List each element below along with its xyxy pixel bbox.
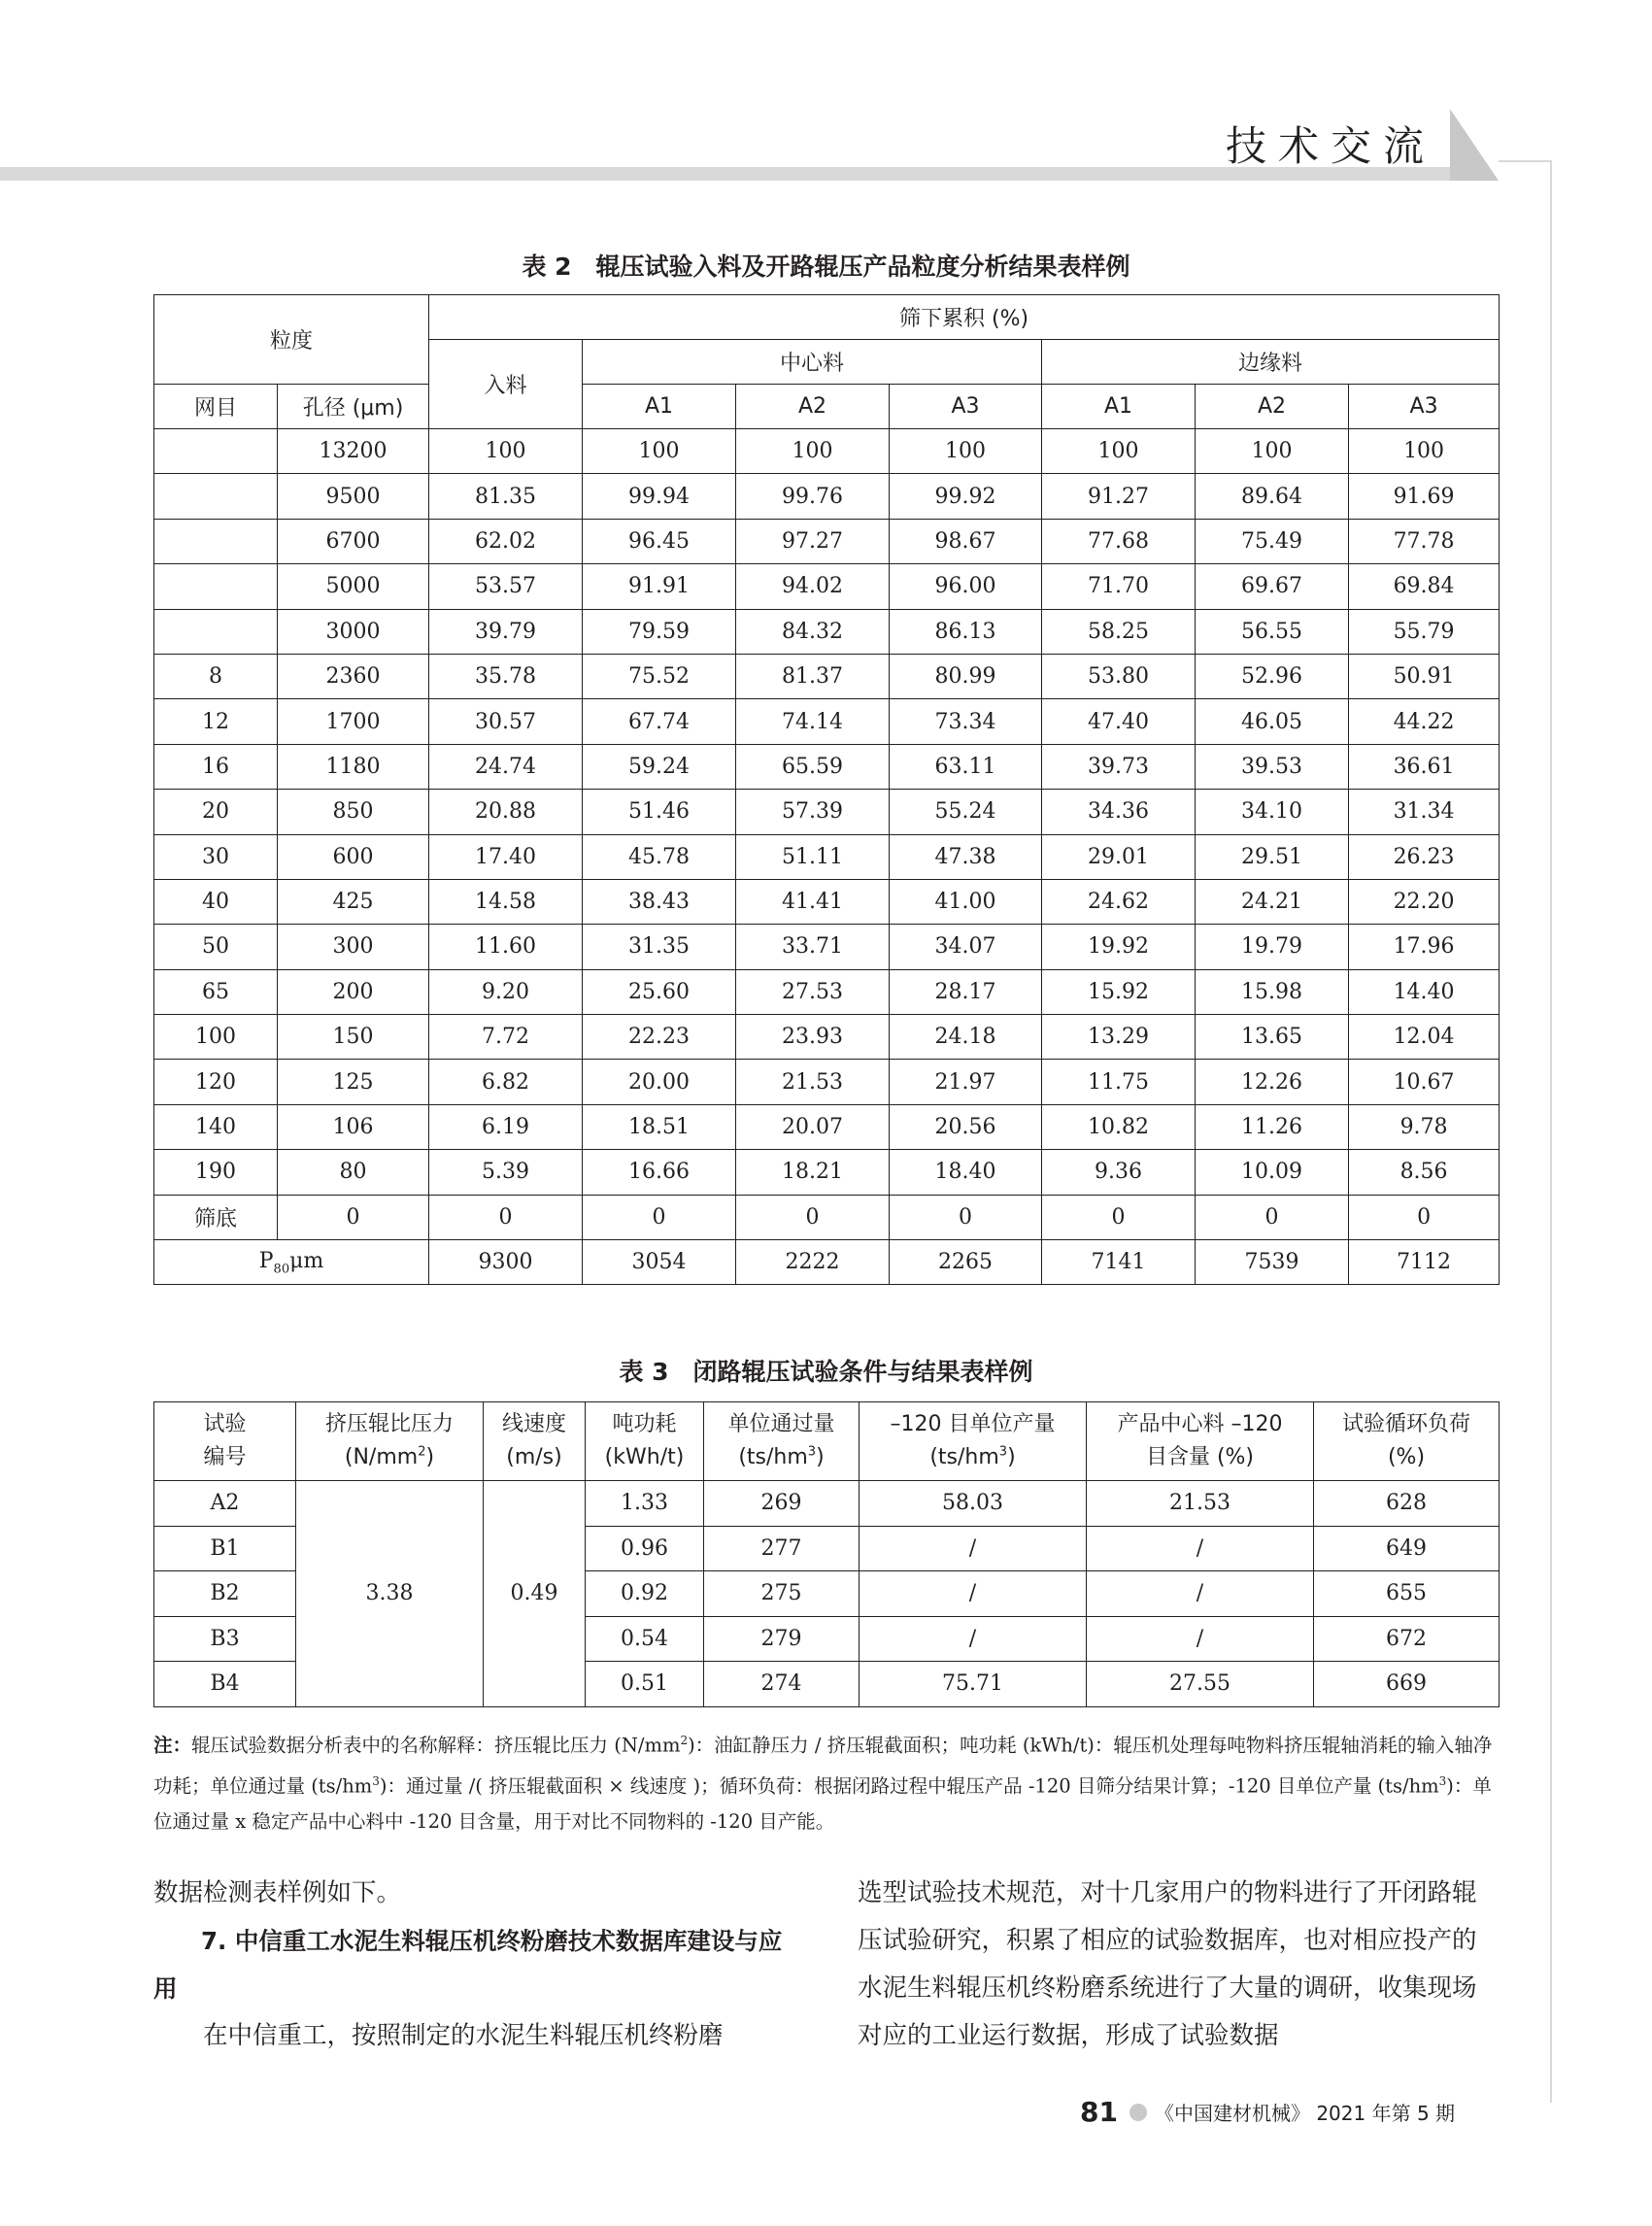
body-left-column bbox=[153, 1870, 794, 2060]
body-left-paragraph: 在中信重工，按照制定的水泥生料辊压机终粉磨 bbox=[203, 2021, 724, 2050]
table2-cell-edge-a3: 31.34 bbox=[1349, 790, 1500, 834]
table3-cell-speed: 0.49 bbox=[484, 1481, 586, 1707]
table3-header-cell: 单位通过量 $(ts/hm^3)$ bbox=[704, 1402, 860, 1481]
table3-header-cell: –120 目单位产量 $(ts/hm^3)$ bbox=[860, 1402, 1087, 1481]
table2-cell-edge-a3: 9.78 bbox=[1349, 1104, 1500, 1149]
table3-cell-power: 0.51 bbox=[586, 1662, 704, 1707]
table2-cell-edge-a2: 12.26 bbox=[1196, 1060, 1349, 1104]
table2-cell-edge-a2: 19.79 bbox=[1196, 925, 1349, 969]
table2-p80-center-a2: 2222 bbox=[736, 1240, 890, 1285]
table2-cell-edge-a2: 75.49 bbox=[1196, 519, 1349, 563]
table-row bbox=[154, 879, 1500, 924]
page-number: 81 bbox=[1080, 2096, 1118, 2128]
table2-cell-center-a3: 86.13 bbox=[890, 609, 1042, 654]
table-row bbox=[154, 1015, 1500, 1060]
table2-header-aperture: 孔径 (μm) bbox=[278, 385, 429, 429]
table2-cell-center-a3: 20.56 bbox=[890, 1104, 1042, 1149]
table2-cell-edge-a3: 44.22 bbox=[1349, 699, 1500, 744]
table2-cell-center-a3: 55.24 bbox=[890, 790, 1042, 834]
table2-cell-feed: 17.40 bbox=[429, 834, 583, 879]
table-row bbox=[154, 969, 1500, 1014]
table2-cell-center-a3: 100 bbox=[890, 429, 1042, 474]
table2-header-center-a3: A3 bbox=[890, 385, 1042, 429]
table2-cell-center-a2: 94.02 bbox=[736, 564, 890, 609]
table3-cell-throughput: 275 bbox=[704, 1571, 860, 1617]
table2-cell-center-a3: 34.07 bbox=[890, 925, 1042, 969]
table2-cell-edge-a1: 100 bbox=[1042, 429, 1196, 474]
table3-cell-throughput: 274 bbox=[704, 1662, 860, 1707]
table2-cell-center-a1: 96.45 bbox=[583, 519, 736, 563]
table-row bbox=[154, 1481, 1500, 1527]
table2-cell-center-a1: 38.43 bbox=[583, 879, 736, 924]
table2-cell-center-a2: 0 bbox=[736, 1195, 890, 1239]
table2-cell-center-a2: 41.41 bbox=[736, 879, 890, 924]
table2-cell-center-a2: 100 bbox=[736, 429, 890, 474]
table2-caption: 表 2 辊压试验入料及开路辊压产品粒度分析结果表样例 bbox=[522, 253, 1130, 281]
table2-cell-feed: 30.57 bbox=[429, 699, 583, 744]
table2-cell-center-a1: 51.46 bbox=[583, 790, 736, 834]
table3-cell-id: B3 bbox=[154, 1616, 296, 1662]
table2-header-feed: 入料 bbox=[429, 340, 583, 429]
table2-cell-center-a2: 99.76 bbox=[736, 474, 890, 519]
table3-cell-content120: / bbox=[1087, 1571, 1314, 1617]
table2-cell-center-a1: 99.94 bbox=[583, 474, 736, 519]
table2-cell-center-a1: 79.59 bbox=[583, 609, 736, 654]
table2-header-edge-a1: A1 bbox=[1042, 385, 1196, 429]
table2-cell-edge-a3: 55.79 bbox=[1349, 609, 1500, 654]
table2-cell-edge-a1: 39.73 bbox=[1042, 744, 1196, 789]
table3-cell-yield120: / bbox=[860, 1571, 1087, 1617]
table2-cell-center-a3: 98.67 bbox=[890, 519, 1042, 563]
table2-p80-edge-a1: 7141 bbox=[1042, 1240, 1196, 1285]
table2-p80-edge-a2: 7539 bbox=[1196, 1240, 1349, 1285]
table2-cell-edge-a3: 12.04 bbox=[1349, 1015, 1500, 1060]
table3-cell-throughput: 269 bbox=[704, 1481, 860, 1527]
table2-cell-center-a2: 97.27 bbox=[736, 519, 890, 563]
table2-cell-mesh: 120 bbox=[154, 1060, 278, 1104]
table2-cell-center-a1: 100 bbox=[583, 429, 736, 474]
table3-cell-yield120: 75.71 bbox=[860, 1662, 1087, 1707]
page-footer bbox=[1080, 2096, 1455, 2128]
table2-cell-feed: 6.82 bbox=[429, 1060, 583, 1104]
table2-cell-edge-a3: 10.67 bbox=[1349, 1060, 1500, 1104]
table2-cell-feed: 62.02 bbox=[429, 519, 583, 563]
table2-p80-center-a3: 2265 bbox=[890, 1240, 1042, 1285]
table3-cell-yield120: 58.03 bbox=[860, 1481, 1087, 1527]
table2-cell-center-a1: 45.78 bbox=[583, 834, 736, 879]
table2-cell-aperture: 6700 bbox=[278, 519, 429, 563]
table2-cell-edge-a1: 71.70 bbox=[1042, 564, 1196, 609]
table2-cell-aperture: 1180 bbox=[278, 744, 429, 789]
header-corner-triangle bbox=[1450, 109, 1499, 181]
table3-caption: 表 3 闭路辊压试验条件与结果表样例 bbox=[619, 1358, 1033, 1386]
table2-cell-feed: 39.79 bbox=[429, 609, 583, 654]
table2-cell-center-a1: 25.60 bbox=[583, 969, 736, 1014]
table2-cell-mesh bbox=[154, 564, 278, 609]
table2-cell-edge-a3: 0 bbox=[1349, 1195, 1500, 1239]
table2-cell-edge-a3: 69.84 bbox=[1349, 564, 1500, 609]
table2-cell-center-a2: 65.59 bbox=[736, 744, 890, 789]
table2-cell-aperture: 600 bbox=[278, 834, 429, 879]
section-heading: 7. 中信重工水泥生料辊压机终粉磨技术数据库建设与应用 bbox=[153, 1927, 783, 2003]
table2-cell-center-a2: 18.21 bbox=[736, 1150, 890, 1195]
table2-cell-edge-a1: 19.92 bbox=[1042, 925, 1196, 969]
table3-cell-load: 669 bbox=[1314, 1662, 1500, 1707]
table2-cell-aperture: 1700 bbox=[278, 699, 429, 744]
table2-cell-feed: 53.57 bbox=[429, 564, 583, 609]
table2-cell-center-a3: 41.00 bbox=[890, 879, 1042, 924]
table2-cell-center-a1: 59.24 bbox=[583, 744, 736, 789]
table2-cell-edge-a3: 17.96 bbox=[1349, 925, 1500, 969]
table2-cell-aperture: 80 bbox=[278, 1150, 429, 1195]
table3-cell-load: 628 bbox=[1314, 1481, 1500, 1527]
body-left-line: 数据检测表样例如下。 bbox=[153, 1878, 402, 1907]
table-row bbox=[154, 1150, 1500, 1195]
table-row bbox=[154, 744, 1500, 789]
table2-cell-edge-a3: 26.23 bbox=[1349, 834, 1500, 879]
table2-p80-center-a1: 3054 bbox=[583, 1240, 736, 1285]
table3-cell-content120: 27.55 bbox=[1087, 1662, 1314, 1707]
table3-cell-power: 0.92 bbox=[586, 1571, 704, 1617]
table2-cell-center-a2: 81.37 bbox=[736, 654, 890, 698]
table2-cell-center-a1: 31.35 bbox=[583, 925, 736, 969]
table2-cell-edge-a1: 0 bbox=[1042, 1195, 1196, 1239]
table2-header-center: 中心料 bbox=[583, 340, 1042, 385]
table3-cell-content120: 21.53 bbox=[1087, 1481, 1314, 1527]
table-row bbox=[154, 564, 1500, 609]
table2-cell-center-a3: 63.11 bbox=[890, 744, 1042, 789]
table-row bbox=[154, 1104, 1500, 1149]
table2-cell-aperture: 200 bbox=[278, 969, 429, 1014]
table2-cell-edge-a2: 46.05 bbox=[1196, 699, 1349, 744]
table2-cell-feed: 9.20 bbox=[429, 969, 583, 1014]
table-row bbox=[154, 429, 1500, 474]
table3-cell-pressure: 3.38 bbox=[296, 1481, 484, 1707]
table3-header-cell: 试验循环负荷 (%) bbox=[1314, 1402, 1500, 1481]
table2-cell-feed: 24.74 bbox=[429, 744, 583, 789]
table2-header-mesh: 网目 bbox=[154, 385, 278, 429]
table2-p80-edge-a3: 7112 bbox=[1349, 1240, 1500, 1285]
table2-cell-edge-a3: 77.78 bbox=[1349, 519, 1500, 563]
table3-cell-content120: / bbox=[1087, 1526, 1314, 1571]
table2-cell-feed: 11.60 bbox=[429, 925, 583, 969]
table2-cell-aperture: 0 bbox=[278, 1195, 429, 1239]
table2-cell-edge-a1: 77.68 bbox=[1042, 519, 1196, 563]
table3-cell-content120: / bbox=[1087, 1616, 1314, 1662]
table2-cell-edge-a1: 91.27 bbox=[1042, 474, 1196, 519]
table2-cell-aperture: 125 bbox=[278, 1060, 429, 1104]
table2-cell-edge-a2: 100 bbox=[1196, 429, 1349, 474]
table2-cell-center-a1: 22.23 bbox=[583, 1015, 736, 1060]
table-row bbox=[154, 834, 1500, 879]
table3-header-cell: 吨功耗 (kWh/t) bbox=[586, 1402, 704, 1481]
page-frame-top bbox=[1499, 160, 1552, 162]
table2-header-edge: 边缘料 bbox=[1042, 340, 1500, 385]
table2-cell-mesh bbox=[154, 474, 278, 519]
table2-cell-center-a1: 0 bbox=[583, 1195, 736, 1239]
table2-cell-edge-a1: 47.40 bbox=[1042, 699, 1196, 744]
table3-cell-load: 649 bbox=[1314, 1526, 1500, 1571]
table3-cell-id: A2 bbox=[154, 1481, 296, 1527]
table2-cell-feed: 35.78 bbox=[429, 654, 583, 698]
table2-cell-center-a2: 57.39 bbox=[736, 790, 890, 834]
table2-cell-aperture: 150 bbox=[278, 1015, 429, 1060]
table2-cell-feed: 81.35 bbox=[429, 474, 583, 519]
table2-cell-aperture: 106 bbox=[278, 1104, 429, 1149]
table2-cell-center-a3: 47.38 bbox=[890, 834, 1042, 879]
table2-cell-mesh: 40 bbox=[154, 879, 278, 924]
table2-cell-mesh: 140 bbox=[154, 1104, 278, 1149]
table2-cell-edge-a2: 13.65 bbox=[1196, 1015, 1349, 1060]
table2-cell-aperture: 300 bbox=[278, 925, 429, 969]
table2-cell-feed: 7.72 bbox=[429, 1015, 583, 1060]
table2-cell-edge-a2: 24.21 bbox=[1196, 879, 1349, 924]
table2-cell-center-a2: 21.53 bbox=[736, 1060, 890, 1104]
table2-cell-aperture: 13200 bbox=[278, 429, 429, 474]
table2-cell-aperture: 3000 bbox=[278, 609, 429, 654]
table2 bbox=[153, 294, 1500, 1285]
table3-cell-power: 1.33 bbox=[586, 1481, 704, 1527]
table2-p80-row bbox=[154, 1240, 1500, 1285]
table2-cell-center-a2: 51.11 bbox=[736, 834, 890, 879]
table2-cell-center-a3: 24.18 bbox=[890, 1015, 1042, 1060]
table2-cell-center-a1: 91.91 bbox=[583, 564, 736, 609]
table2-cell-center-a3: 0 bbox=[890, 1195, 1042, 1239]
table2-cell-feed: 0 bbox=[429, 1195, 583, 1239]
table2-cell-center-a1: 20.00 bbox=[583, 1060, 736, 1104]
table2-cell-center-a3: 21.97 bbox=[890, 1060, 1042, 1104]
table2-cell-edge-a2: 29.51 bbox=[1196, 834, 1349, 879]
table2-cell-center-a3: 18.40 bbox=[890, 1150, 1042, 1195]
table2-cell-edge-a2: 34.10 bbox=[1196, 790, 1349, 834]
page-frame-right bbox=[1550, 160, 1552, 2103]
table3-cell-load: 655 bbox=[1314, 1571, 1500, 1617]
table-row bbox=[154, 654, 1500, 698]
table2-cell-mesh: 8 bbox=[154, 654, 278, 698]
table2-cell-edge-a1: 15.92 bbox=[1042, 969, 1196, 1014]
table2-cell-center-a2: 84.32 bbox=[736, 609, 890, 654]
table2-cell-edge-a1: 11.75 bbox=[1042, 1060, 1196, 1104]
table-row bbox=[154, 790, 1500, 834]
table3 bbox=[153, 1401, 1500, 1707]
table3-cell-load: 672 bbox=[1314, 1616, 1500, 1662]
table3-cell-throughput: 277 bbox=[704, 1526, 860, 1571]
table3-cell-throughput: 279 bbox=[704, 1616, 860, 1662]
table2-cell-edge-a2: 11.26 bbox=[1196, 1104, 1349, 1149]
body-right-column bbox=[858, 1870, 1499, 2060]
table3-header-cell: 挤压辊比压力 $(N/mm^2)$ bbox=[296, 1402, 484, 1481]
table2-cell-aperture: 425 bbox=[278, 879, 429, 924]
table2-cell-center-a3: 96.00 bbox=[890, 564, 1042, 609]
table2-cell-edge-a1: 24.62 bbox=[1042, 879, 1196, 924]
table2-header-center-a1: A1 bbox=[583, 385, 736, 429]
table2-cell-edge-a1: 9.36 bbox=[1042, 1150, 1196, 1195]
table3-cell-id: B4 bbox=[154, 1662, 296, 1707]
table-row bbox=[154, 1060, 1500, 1104]
table2-cell-edge-a1: 29.01 bbox=[1042, 834, 1196, 879]
table3-cell-yield120: / bbox=[860, 1526, 1087, 1571]
table2-cell-mesh: 30 bbox=[154, 834, 278, 879]
table2-cell-feed: 14.58 bbox=[429, 879, 583, 924]
table3-header-cell: 产品中心料 –120 目含量 (%) bbox=[1087, 1402, 1314, 1481]
table2-cell-center-a1: 75.52 bbox=[583, 654, 736, 698]
table3-cell-id: B1 bbox=[154, 1526, 296, 1571]
table2-cell-mesh: 16 bbox=[154, 744, 278, 789]
table2-cell-edge-a3: 91.69 bbox=[1349, 474, 1500, 519]
table2-cell-edge-a1: 53.80 bbox=[1042, 654, 1196, 698]
table2-cell-edge-a1: 13.29 bbox=[1042, 1015, 1196, 1060]
table2-cell-center-a2: 27.53 bbox=[736, 969, 890, 1014]
table2-cell-edge-a3: 50.91 bbox=[1349, 654, 1500, 698]
table2-cell-aperture: 850 bbox=[278, 790, 429, 834]
table2-cell-edge-a3: 8.56 bbox=[1349, 1150, 1500, 1195]
table2-header-cumulative: 筛下累积 (%) bbox=[429, 295, 1500, 340]
section-title: 技术交流 bbox=[1226, 122, 1436, 170]
table2-header-center-a2: A2 bbox=[736, 385, 890, 429]
table2-p80-label: $P_{80}\mu m$ bbox=[154, 1240, 429, 1285]
table2-cell-feed: 6.19 bbox=[429, 1104, 583, 1149]
table2-cell-edge-a2: 39.53 bbox=[1196, 744, 1349, 789]
table-row bbox=[154, 609, 1500, 654]
table2-cell-mesh bbox=[154, 519, 278, 563]
table2-cell-edge-a2: 0 bbox=[1196, 1195, 1349, 1239]
table2-cell-center-a3: 28.17 bbox=[890, 969, 1042, 1014]
table2-cell-aperture: 9500 bbox=[278, 474, 429, 519]
table2-cell-feed: 5.39 bbox=[429, 1150, 583, 1195]
table2-cell-mesh: 65 bbox=[154, 969, 278, 1014]
table2-cell-center-a2: 74.14 bbox=[736, 699, 890, 744]
table2-cell-mesh bbox=[154, 429, 278, 474]
table2-cell-edge-a3: 36.61 bbox=[1349, 744, 1500, 789]
table2-cell-center-a1: 16.66 bbox=[583, 1150, 736, 1195]
table-row bbox=[154, 1195, 1500, 1239]
table2-cell-edge-a2: 56.55 bbox=[1196, 609, 1349, 654]
table2-cell-mesh: 50 bbox=[154, 925, 278, 969]
table-row bbox=[154, 699, 1500, 744]
table2-cell-edge-a3: 100 bbox=[1349, 429, 1500, 474]
table2-cell-edge-a3: 22.20 bbox=[1349, 879, 1500, 924]
note-label: 注： bbox=[153, 1734, 192, 1757]
body-right-paragraph: 选型试验技术规范，对十几家用户的物料进行了开闭路辊压试验研究，积累了相应的试验数据库，也对相应投产的水泥生料辊压机终粉磨系统进行了大量的调研，收集现场对应的工业运行数据，形成了试验数据 bbox=[858, 1878, 1477, 2050]
table2-cell-mesh bbox=[154, 609, 278, 654]
table2-cell-center-a2: 33.71 bbox=[736, 925, 890, 969]
table2-cell-feed: 20.88 bbox=[429, 790, 583, 834]
table2-p80-feed: 9300 bbox=[429, 1240, 583, 1285]
footer-dot-icon bbox=[1129, 2104, 1147, 2121]
table2-header-edge-a3: A3 bbox=[1349, 385, 1500, 429]
table2-cell-edge-a2: 10.09 bbox=[1196, 1150, 1349, 1195]
table3-cell-power: 0.54 bbox=[586, 1616, 704, 1662]
table2-cell-mesh: 筛底 bbox=[154, 1195, 278, 1239]
table2-cell-edge-a2: 52.96 bbox=[1196, 654, 1349, 698]
table3-header-cell: 线速度 (m/s) bbox=[484, 1402, 586, 1481]
table2-cell-mesh: 190 bbox=[154, 1150, 278, 1195]
table2-cell-aperture: 2360 bbox=[278, 654, 429, 698]
table-row bbox=[154, 925, 1500, 969]
table2-cell-center-a3: 80.99 bbox=[890, 654, 1042, 698]
table2-cell-feed: 100 bbox=[429, 429, 583, 474]
table2-cell-edge-a2: 69.67 bbox=[1196, 564, 1349, 609]
table2-cell-center-a2: 20.07 bbox=[736, 1104, 890, 1149]
table2-cell-edge-a1: 10.82 bbox=[1042, 1104, 1196, 1149]
table2-cell-mesh: 100 bbox=[154, 1015, 278, 1060]
table2-cell-mesh: 12 bbox=[154, 699, 278, 744]
table2-header-granularity: 粒度 bbox=[154, 295, 429, 385]
journal-title: 《中国建材机械》 2021 年第 5 期 bbox=[1154, 2102, 1456, 2125]
table-row bbox=[154, 474, 1500, 519]
table3-cell-yield120: / bbox=[860, 1616, 1087, 1662]
table2-cell-center-a3: 99.92 bbox=[890, 474, 1042, 519]
table2-cell-edge-a2: 89.64 bbox=[1196, 474, 1349, 519]
table-row bbox=[154, 519, 1500, 563]
table2-cell-center-a1: 67.74 bbox=[583, 699, 736, 744]
table3-cell-id: B2 bbox=[154, 1571, 296, 1617]
table3-cell-power: 0.96 bbox=[586, 1526, 704, 1571]
table3-header-cell: 试验 编号 bbox=[154, 1402, 296, 1481]
table2-cell-edge-a3: 14.40 bbox=[1349, 969, 1500, 1014]
table2-cell-center-a1: 18.51 bbox=[583, 1104, 736, 1149]
table2-cell-aperture: 5000 bbox=[278, 564, 429, 609]
table2-cell-edge-a2: 15.98 bbox=[1196, 969, 1349, 1014]
table2-cell-center-a2: 23.93 bbox=[736, 1015, 890, 1060]
table2-cell-center-a3: 73.34 bbox=[890, 699, 1042, 744]
table2-cell-edge-a1: 58.25 bbox=[1042, 609, 1196, 654]
table2-cell-edge-a1: 34.36 bbox=[1042, 790, 1196, 834]
table-note: 注：辊压试验数据分析表中的名称解释：挤压辊比压力 $(N/mm^2)$：油缸静压力 / 挤压辊截面积；吨功耗 (kWh/t)：辊压机处理每吨物料挤压辊轴消耗的输入轴净功耗；单位通过量 $(ts/hm^3)$：通过量 /( 挤压辊截面积 × 线速度 )；循环负荷：根据闭路过程中辊压产品 -120 目筛分结果计算；-120 目单位产量 $(ts/hm^3)$：单位通过量 x 稳定产品中心料中 -120 目含量，用于对比不同物料的 -120 目产能。 bbox=[153, 1734, 1493, 1833]
table2-cell-mesh: 20 bbox=[154, 790, 278, 834]
table2-header-edge-a2: A2 bbox=[1196, 385, 1349, 429]
